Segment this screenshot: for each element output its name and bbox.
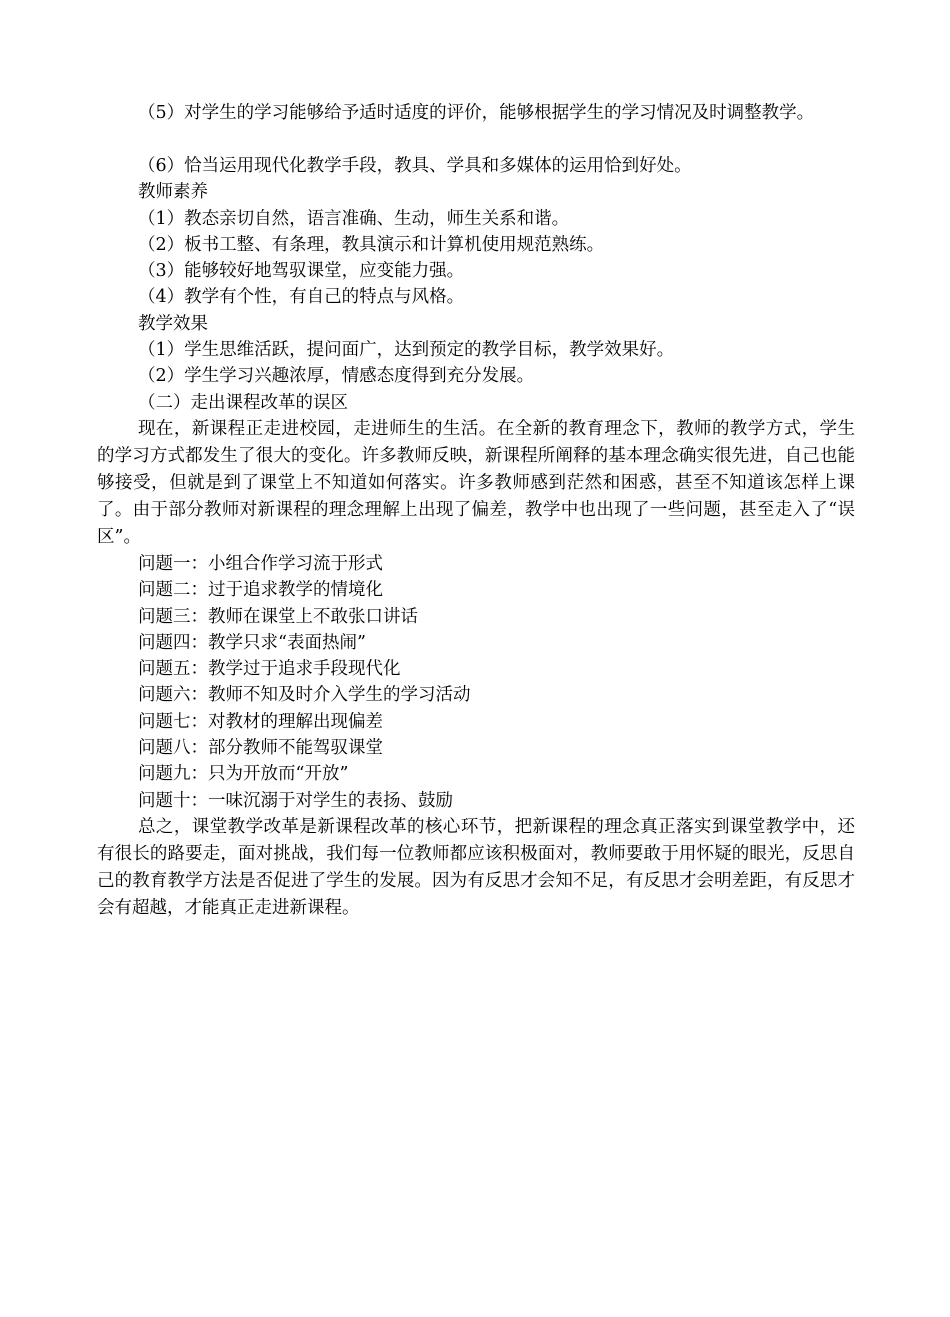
- problem-item: 问题八：部分教师不能驾驭课堂: [138, 738, 383, 759]
- problem-item: 问题二：过于追求教学的情境化: [138, 580, 383, 601]
- teacher-quality-heading: 教师素养: [138, 182, 208, 203]
- conclusion-paragraph: 总之，课堂教学改革是新课程改革的核心环节，把新课程的理念真正落实到课堂教学中，还有很长的路要走，面对挑战，我们每一位教师都应该积极面对，教师要敢于用怀疑的眼光，反思自己的教育教学方法是否促进了学生的发展。因为有反思才会知不足，有反思才会明差距，有反思才会有超越，才能真正走进新课程。: [97, 816, 855, 918]
- teacher-quality-item: （3）能够较好地驾驭课堂，应变能力强。: [138, 261, 465, 282]
- problem-item: 问题九：只为开放而“开放”: [138, 764, 349, 785]
- item-6: （6）恰当运用现代化教学手段，教具、学具和多媒体的运用恰到好处。: [138, 156, 692, 176]
- problem-item: 问题六：教师不知及时介入学生的学习活动: [138, 685, 471, 706]
- teaching-effect-item: （1）学生思维活跃，提问面广，达到预定的教学目标，教学效果好。: [138, 340, 675, 361]
- problem-item: 问题一：小组合作学习流于形式: [138, 553, 383, 574]
- problem-item: 问题三：教师在课堂上不敢张口讲话: [138, 606, 418, 627]
- problem-item: 问题十：一味沉溺于对学生的表扬、鼓励: [138, 790, 453, 811]
- teacher-quality-item: （4）教学有个性，有自己的特点与风格。: [138, 287, 465, 308]
- problem-item: 问题五：教学过于追求手段现代化: [138, 659, 401, 680]
- section-two-paragraph: 现在，新课程正走进校园，走进师生的生活。在全新的教育理念下，教师的教学方式，学生的学习方式都发生了很大的变化。许多教师反映，新课程所阐释的基本理念确实很先进，自己也能够接受，但就是到了课堂上不知道如何落实。许多教师感到茫然和困惑，甚至不知道该怎样上课了。由于部分教师对新课程的理念理解上出现了偏差，教学中也出现了一些问题，甚至走入了“误区”。: [97, 418, 855, 547]
- teaching-effect-heading: 教学效果: [138, 313, 208, 334]
- teacher-quality-item: （2）板书工整、有条理，教具演示和计算机使用规范熟练。: [138, 234, 605, 255]
- section-two-heading: （二）走出课程改革的误区: [138, 392, 348, 413]
- teaching-effect-item: （2）学生学习兴趣浓厚，情感态度得到充分发展。: [138, 366, 535, 387]
- problem-item: 问题七：对教材的理解出现偏差: [138, 711, 383, 732]
- teacher-quality-item: （1）教态亲切自然，语言准确、生动，师生关系和谐。: [138, 208, 570, 229]
- paragraph-spacer: [97, 127, 855, 153]
- document-body: [97, 100, 855, 922]
- problem-item: 问题四：教学只求“表面热闹”: [138, 632, 366, 653]
- intro-paragraph: （5）对学生的学习能够给予适时适度的评价，能够根据学生的学习情况及时调整教学。: [138, 103, 815, 123]
